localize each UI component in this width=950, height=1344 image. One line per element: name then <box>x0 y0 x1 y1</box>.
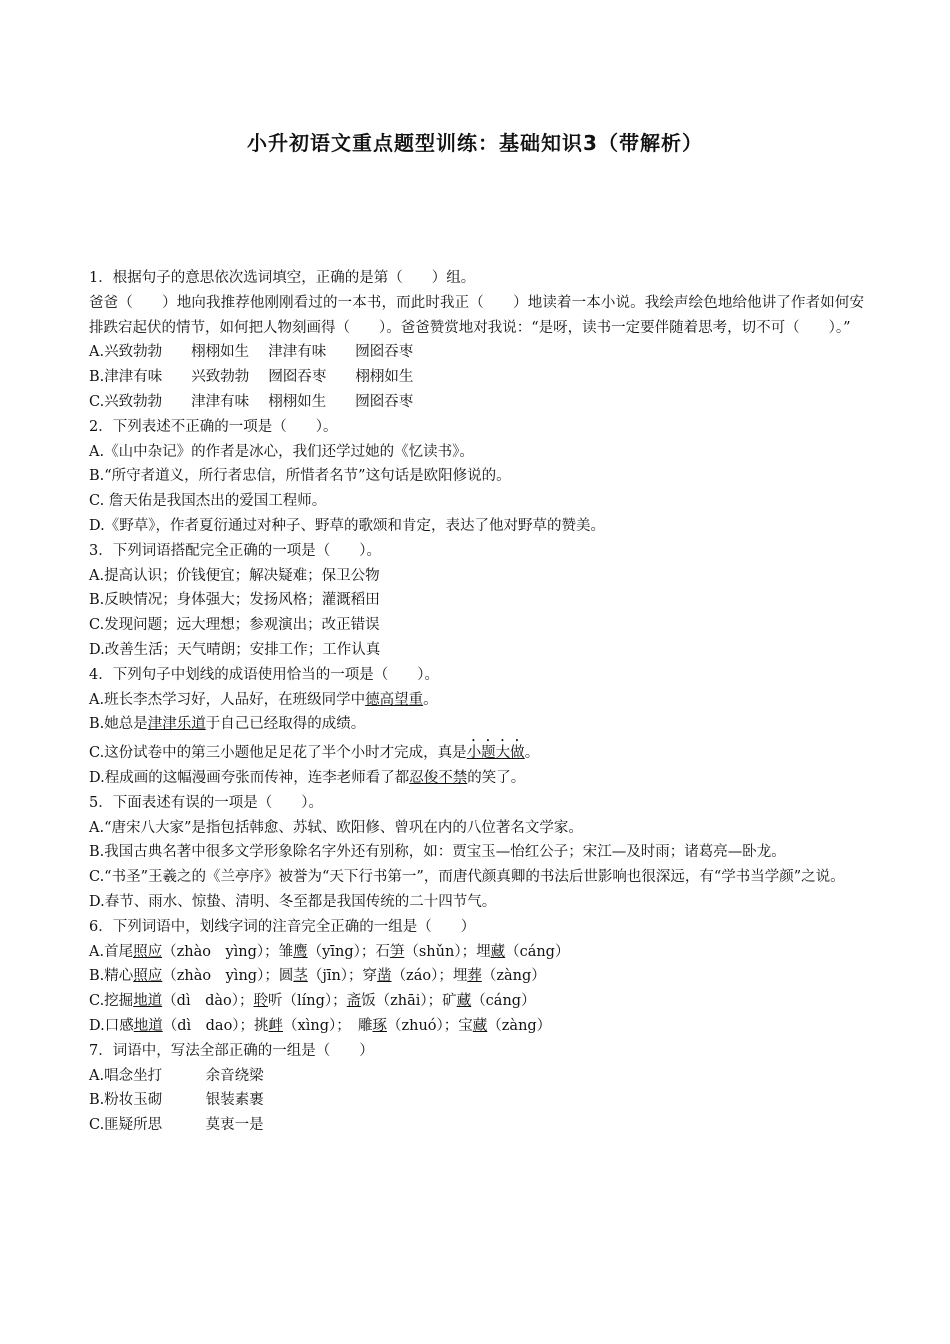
pinyin: （zàng） <box>481 968 546 985</box>
question-7-option-a: A.唱念坐打 余音绕梁 <box>89 1067 264 1084</box>
underlined-word: 藏 <box>472 1017 488 1034</box>
underlined-word: 葬 <box>467 968 482 985</box>
underlined-word: 斋 <box>346 993 362 1010</box>
question-5-option-d: D.春节、雨水、惊蛰、清明、冬至都是我国传统的二十四节气。 <box>89 893 497 910</box>
question-3-stem: 3．下列词语搭配完全正确的一项是（ ）。 <box>89 542 381 559</box>
underlined-word: 照应 <box>133 943 163 960</box>
pinyin: （zhào yìng）；雏 <box>162 943 294 960</box>
underlined-word: 鹰 <box>293 943 308 960</box>
underlined-word: 照应 <box>133 968 163 985</box>
question-2-option-c: C. 詹天佑是我国杰出的爱国工程师。 <box>89 493 327 510</box>
underlined-word: 藏 <box>490 943 506 960</box>
option-text: A.首尾 <box>89 943 134 960</box>
question-3-option-c: C.发现问题；远大理想；参观演出；改正错误 <box>89 617 380 634</box>
question-7-option-c: C.匪疑所思 莫衷一是 <box>89 1117 264 1134</box>
question-6-option-a <box>89 940 864 965</box>
question-1-option-a: A.兴致勃勃 栩栩如生 津津有味 囫囵吞枣 <box>89 344 414 361</box>
underlined-word: 琢 <box>372 1017 387 1034</box>
underlined-word: 地道 <box>133 1017 163 1034</box>
pinyin: （yīng）；石 <box>307 943 390 960</box>
question-5-option-a: A.“唐宋八大家”是指包括韩愈、苏轼、欧阳修、曾巩在内的八位著名文学家。 <box>89 819 583 836</box>
question-2-option-d: D.《野草》，作者夏衍通过对种子、野草的歌颂和肯定，表达了他对野草的赞美。 <box>89 517 605 534</box>
question-5-option-b: B.我国古典名著中很多文学形象除名字外还有别称，如：贾宝玉—怡红公子；宋江—及时雨；诸葛亮—卧龙。 <box>89 844 786 861</box>
pinyin: （záo）；埋 <box>391 968 468 985</box>
pinyin: 听（líng）； <box>268 993 347 1010</box>
pinyin: （dì dào）； <box>162 993 254 1010</box>
underlined-word: 凿 <box>377 968 392 985</box>
option-text: 于自己已经取得的成绩。 <box>205 716 366 733</box>
question-5-stem: 5．下面表述有误的一项是（ ）。 <box>89 794 323 811</box>
pinyin: （jīn）；穿 <box>307 968 378 985</box>
question-list <box>89 266 864 1138</box>
page-title: 小升初语文重点题型训练：基础知识3（带解析） <box>247 131 703 155</box>
question-6-option-d <box>89 1014 864 1039</box>
question-5-option-c: C.“书圣”王羲之的《兰亭序》被誉为“天下行书第一”，而唐代颜真卿的书法后世影响也很深远，有“学书当学颜”之说。 <box>89 869 845 886</box>
option-text: 。 <box>423 691 438 708</box>
question-6-stem: 6．下列词语中，划线字词的注音完全正确的一组是（ ） <box>89 918 476 935</box>
question-1-option-b: B.津津有味 兴致勃勃 囫囵吞枣 栩栩如生 <box>89 369 414 386</box>
pinyin: （zhào yìng）；圆 <box>162 968 294 985</box>
pinyin: 饭（zhāi）；矿 <box>361 993 457 1010</box>
question-1-option-c: C.兴致勃勃 津津有味 栩栩如生 囫囵吞枣 <box>89 393 414 410</box>
pinyin: （cáng） <box>471 993 536 1010</box>
pinyin: （zhuó）；宝 <box>386 1017 473 1034</box>
pinyin: （cáng） <box>505 943 570 960</box>
underlined-word: 地道 <box>133 993 163 1010</box>
question-7-stem: 7．词语中，写法全部正确的一组是（ ） <box>89 1042 374 1059</box>
question-4-option-d <box>89 766 864 791</box>
option-text: C.这份试卷中的第三小题他足足花了半个小时才完成，真是 <box>89 745 467 762</box>
underlined-word: 衅 <box>268 1017 284 1034</box>
underlined-idiom: 津津乐道 <box>147 716 206 733</box>
underlined-word: 茎 <box>293 968 308 985</box>
option-text: 。 <box>524 745 540 762</box>
question-2-option-a: A.《山中杂记》的作者是冰心，我们还学过她的《忆读书》。 <box>89 443 474 460</box>
question-4-stem: 4．下列句子中划线的成语使用恰当的一项是（ ）。 <box>89 666 439 683</box>
option-text: C.挖掘 <box>89 993 134 1010</box>
option-text: A.班长李杰学习好，人品好，在班级同学中 <box>89 691 366 708</box>
question-7-option-b: B.粉妆玉砌 银装素裹 <box>89 1092 264 1109</box>
option-text: D.口感 <box>89 1017 134 1034</box>
question-2-option-b: B.“所守者道义，所行者忠信，所惜者名节”这句话是欧阳修说的。 <box>89 468 511 485</box>
underlined-idiom: 德高望重 <box>365 691 424 708</box>
question-3-option-b: B.反映情况；身体强大；发扬风格；灌溉稻田 <box>89 592 380 609</box>
option-text: B.精心 <box>89 968 134 985</box>
option-text: B.她总是 <box>89 716 148 733</box>
question-6-option-b <box>89 964 864 989</box>
underlined-word: 聆 <box>253 993 269 1010</box>
pinyin: （shǔn）；埋 <box>404 943 491 960</box>
question-1-passage: 爸爸（ ）地向我推荐他刚刚看过的一本书，而此时我正（ ）地读着一本小说。我绘声绘色地给他讲了作者如何安排跌宕起伏的情节，如何把人物刻画得（ ）。爸爸赞赏地对我说：“是呀，读书一定要伴随着思考，切不可（ ）。” <box>89 294 864 336</box>
question-3-option-a: A.提高认识；价钱便宜；解决疑难；保卫公物 <box>89 567 380 584</box>
option-text: D.程成画的这幅漫画夸张而传神，连李老师看了都 <box>89 769 410 786</box>
option-text: 的笑了。 <box>467 769 526 786</box>
pinyin: （zàng） <box>487 1017 552 1034</box>
question-3-option-d: D.改善生活；天气晴朗；安排工作；工作认真 <box>89 641 381 658</box>
underlined-word: 藏 <box>456 993 472 1010</box>
pinyin: （xìng）； 雕 <box>283 1017 373 1034</box>
question-4-option-b <box>89 712 864 737</box>
underlined-idiom: 忍俊不禁 <box>409 769 468 786</box>
question-1-stem: 1．根据句子的意思依次选词填空，正确的是第（ ）组。 <box>89 270 476 286</box>
pinyin: （dì dao）；挑 <box>162 1017 269 1034</box>
underlined-idiom: 小题大做 <box>466 745 525 762</box>
question-2-stem: 2．下列表述不正确的一项是（ ）。 <box>89 418 338 435</box>
underlined-word: 笋 <box>389 943 405 960</box>
question-4-option-a <box>89 688 864 713</box>
question-6-option-c <box>89 989 864 1014</box>
question-4-option-c <box>89 737 864 766</box>
